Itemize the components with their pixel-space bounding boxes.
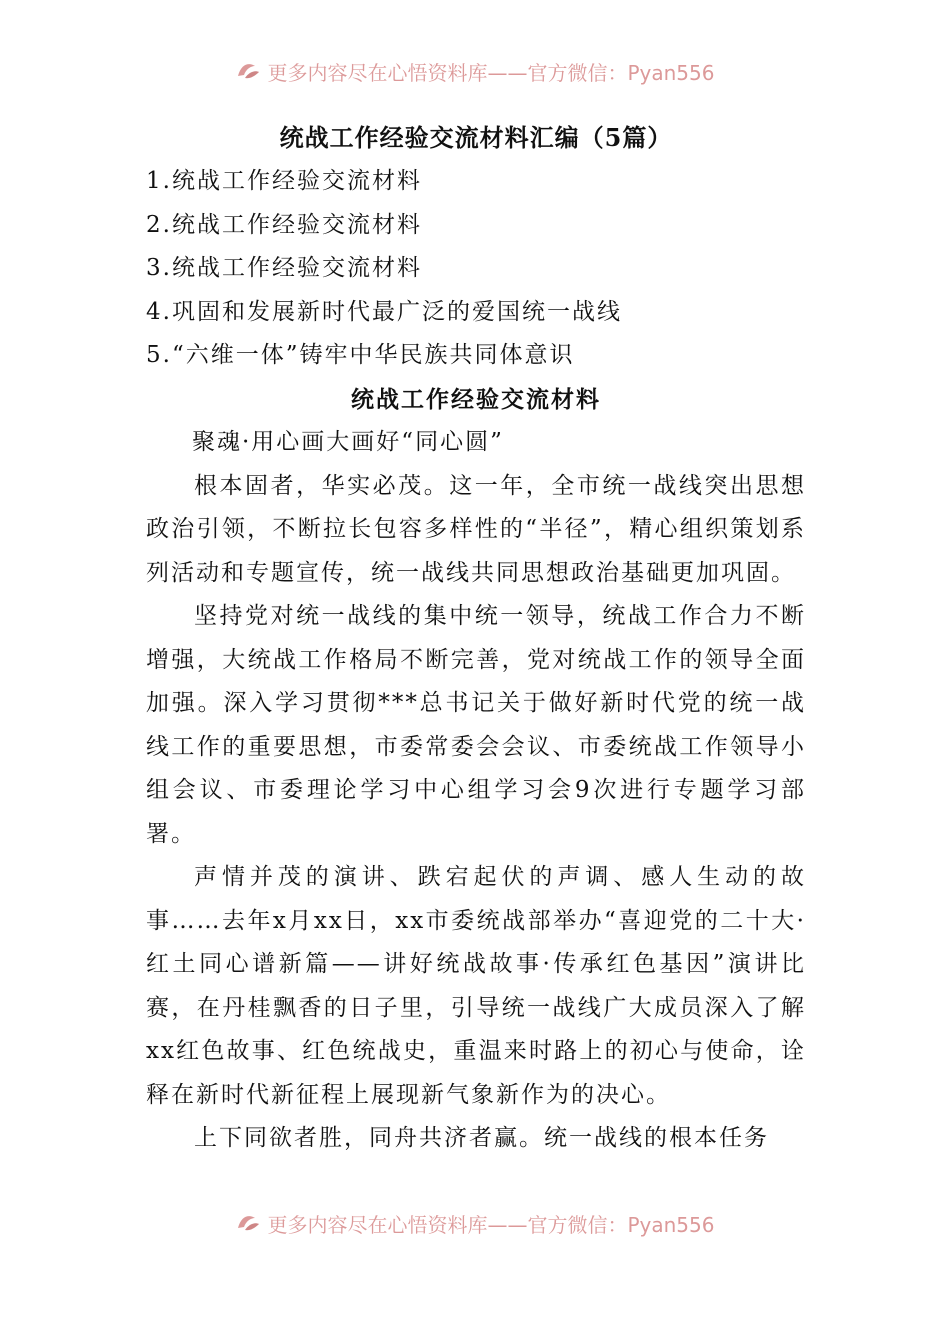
watermark-logo-icon <box>235 60 261 82</box>
toc-item: 1.统战工作经验交流材料 <box>146 168 422 194</box>
toc-item: 4.巩固和发展新时代最广泛的爱国统一战线 <box>146 298 622 325</box>
watermark-logo-icon <box>235 1212 261 1234</box>
watermark-bottom <box>0 1208 950 1238</box>
toc-item: 5.“六维一体”铸牢中华民族共同体意识 <box>146 342 575 368</box>
document-title: 统战工作经验交流材料汇编（5篇） <box>279 123 673 152</box>
watermark-text: 更多内容尽在心悟资料库——官方微信：Pyan556 <box>267 1212 715 1237</box>
body-paragraph: 声情并茂的演讲、跌宕起伏的声调、感人生动的故事……去年x月xx日，xx市委统战部举办“喜迎党的二十大·红土同心谱新篇——讲好统战故事·传承红色基因”演讲比赛，在丹桂飘香的日子里，引导统一战线广大成员深入了解xx红色故事、红色统战史，重温来时路上的初心与使命，诠释在新时代新征程上展现新气象新作为的决心。 <box>146 864 806 1108</box>
toc-item: 3.统战工作经验交流材料 <box>146 255 422 281</box>
watermark-text: 更多内容尽在心悟资料库——官方微信：Pyan556 <box>267 60 715 85</box>
document-page <box>146 116 806 1161</box>
watermark-top <box>0 56 950 86</box>
body-paragraph: 根本固者，华实必茂。这一年，全市统一战线突出思想政治引领，不断拉长包容多样性的“半径”，精心组织策划系列活动和专题宣传，统一战线共同思想政治基础更加巩固。 <box>146 472 806 586</box>
toc-item: 2.统战工作经验交流材料 <box>146 211 422 238</box>
body-paragraph: 上下同欲者胜，同舟共济者赢。统一战线的根本任务 <box>194 1125 769 1151</box>
body-paragraph: 坚持党对统一战线的集中统一领导，统战工作合力不断增强，大统战工作格局不断完善，党对统战工作的领导全面加强。深入学习贯彻***总书记关于做好新时代党的统一战线工作的重要思想，市委常委会会议、市委统战工作领导小组会议、市委理论学习中心组学习会9次进行专题学习部署。 <box>146 603 806 847</box>
section-subtitle: 聚魂·用心画大画好“同心圆” <box>192 429 504 455</box>
section-title: 统战工作经验交流材料 <box>351 385 601 413</box>
table-of-contents <box>146 160 806 378</box>
